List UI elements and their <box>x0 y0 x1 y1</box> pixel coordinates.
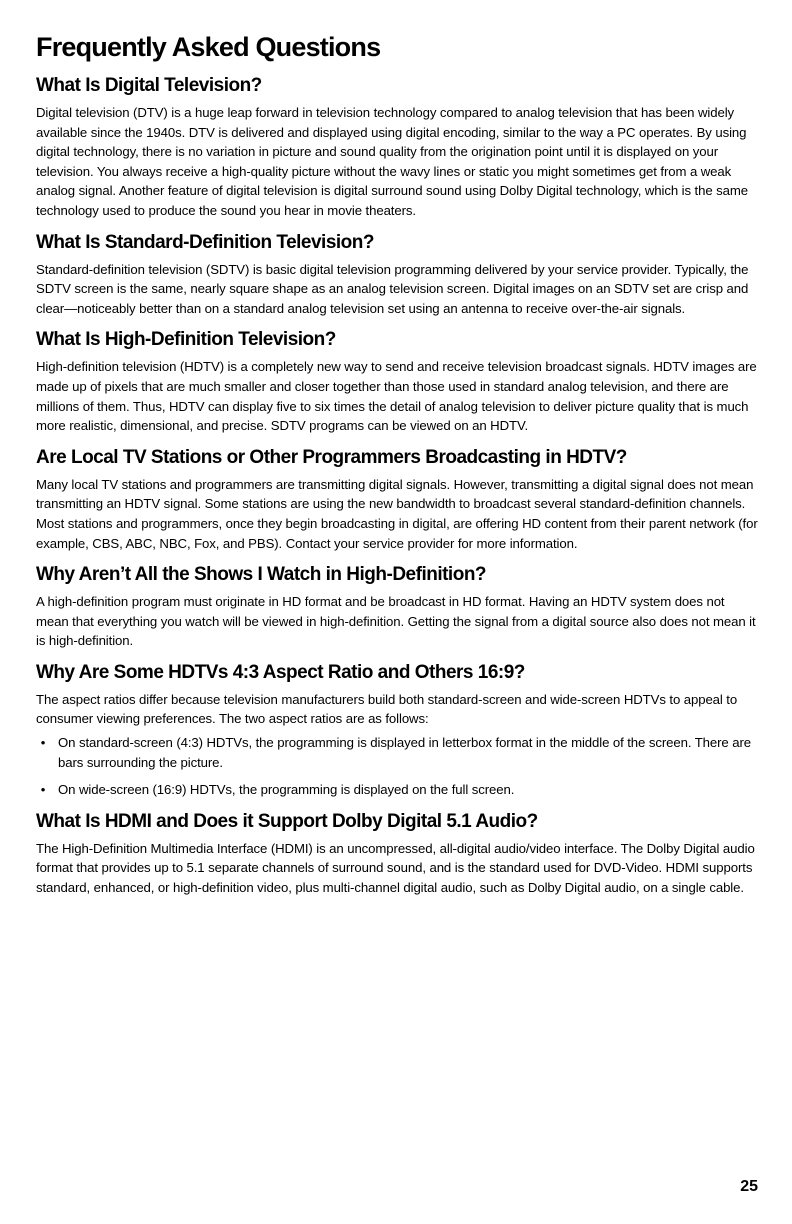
page-title: Frequently Asked Questions <box>36 32 381 62</box>
aspect-ratio-bullet-list <box>36 733 760 800</box>
section-heading: What Is Digital Television? <box>36 75 262 96</box>
section-heading: Why Aren’t All the Shows I Watch in High-Definition? <box>36 564 487 586</box>
section-body: The High-Definition Multimedia Interface (HDMI) is an uncompressed, all-digital audio/video interface. The Dolby Digital audio format that provides up to 5.1 separate channels of surround sound, and is the standard used for DVD-Video. HDMI supports standard, enhanced, or high-definition video, plus multi-channel digital audio, such as Dolby Digital audio, on a single cable. <box>36 840 755 896</box>
section-heading: What Is Standard-Definition Television? <box>36 231 375 253</box>
section-heading: What Is HDMI and Does it Support Dolby Digital 5.1 Audio? <box>36 810 538 832</box>
bullet-text: On standard-screen (4:3) HDTVs, the programming is displayed in letterbox format in the middle of the screen. There are bars surrounding the picture. <box>58 735 751 770</box>
section-heading: Why Are Some HDTVs 4:3 Aspect Ratio and Others 16:9? <box>36 661 525 683</box>
section-body: A high-definition program must originate in HD format and be broadcast in HD format. Having an HDTV system does not mean that everything you watch will be viewed in high-definition. Getting the signal from a digital source also does not mean it is high-definition. <box>36 594 756 649</box>
faq-section-hdmi <box>36 810 760 898</box>
section-heading: What Is High-Definition Television? <box>36 329 336 351</box>
bullet-item <box>36 733 760 772</box>
faq-section-aspect-ratio <box>36 661 760 800</box>
section-body: Many local TV stations and programmers are transmitting digital signals. However, transmitting a digital signal does not mean transmitting an HDTV signal. Some stations are using the new bandwidth to broadcast several standard-definition channels. Most stations and programmers, once they begin broadcasting in digital, are offering HD content from their parent network (for example, CBS, ABC, NBC, Fox, and PBS). Contact your service provider for more information. <box>36 476 758 551</box>
section-body: High-definition television (HDTV) is a completely new way to send and receive television broadcast signals. HDTV images are made up of pixels that are much smaller and closer together than those used in standard analog television, and there are millions of them. Thus, HDTV can display five to six times the detail of analog television to deliver picture quality that is much more realistic, dimensional, and precise. SDTV programs can be viewed on an HDTV. <box>36 359 757 434</box>
section-body: Standard-definition television (SDTV) is basic digital television programming delivered by your service provider. Typically, the SDTV screen is the same, nearly square shape as an analog television screen. Digital images on an SDTV set are crisp and clear—noticeably better than on a standard analog television set using an antenna to receive over-the-air signals. <box>36 261 749 316</box>
section-body: Digital television (DTV) is a huge leap forward in television technology compared to analog television that has been widely available since the 1940s. DTV is delivered and displayed using digital encoding, similar to the way a PC operates. By using digital technology, there is no variation in picture and sound quality from the origination point until it is displayed on your television. You always receive a high-quality picture without the wavy lines or static you might sometimes get from a weak analog signal. Another feature of digital television is digital surround sound using Dolby Digital technology, which is the same technology used to produce the sound you hear in movie theaters. <box>36 105 748 218</box>
faq-section-sdtv <box>36 231 760 319</box>
bullet-icon: • <box>40 735 46 751</box>
section-heading: Are Local TV Stations or Other Programmers Broadcasting in HDTV? <box>36 446 627 468</box>
section-body: The aspect ratios differ because television manufacturers build both standard-screen and wide-screen HDTVs to appeal to consumer viewing preferences. The two aspect ratios are as follows: <box>36 691 738 727</box>
page-number: 25 <box>740 1178 758 1195</box>
bullet-text: On wide-screen (16:9) HDTVs, the programming is displayed on the full screen. <box>58 782 515 798</box>
bullet-item <box>36 780 760 800</box>
faq-section-not-all-hd <box>36 563 760 651</box>
faq-page <box>36 30 760 908</box>
bullet-icon: • <box>40 782 46 798</box>
faq-section-digital-tv <box>36 74 760 221</box>
faq-section-hdtv <box>36 328 760 435</box>
faq-section-local-stations <box>36 446 760 553</box>
